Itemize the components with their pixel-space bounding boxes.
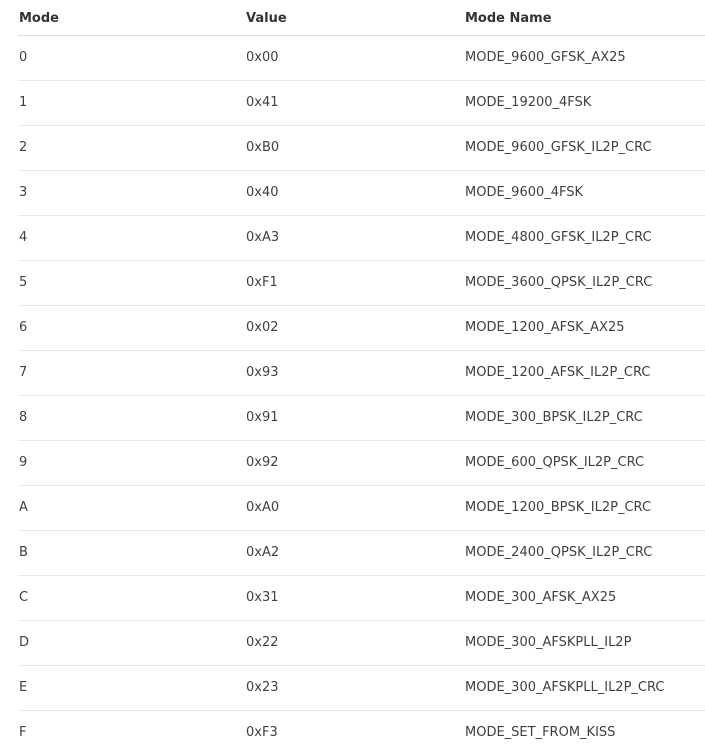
table-row: [18, 305, 705, 350]
cell-mode: 2: [18, 125, 245, 170]
cell-mode: 9: [18, 440, 245, 485]
cell-mode-name: MODE_2400_QPSK_IL2P_CRC: [464, 530, 705, 575]
cell-value: 0xF3: [246, 725, 278, 741]
table-row: [18, 710, 705, 755]
cell-value: 0xA0: [245, 485, 464, 530]
cell-value: 0x31: [245, 575, 464, 620]
header-mode: Mode: [18, 0, 245, 35]
table-row: [18, 485, 705, 530]
cell-value: 0x91: [245, 395, 464, 440]
cell-value: 0x23: [245, 665, 464, 710]
cell-mode-name: MODE_300_AFSK_AX25: [464, 575, 705, 620]
table-row: [18, 125, 705, 170]
mode-table-container: [18, 0, 705, 755]
cell-mode-name: MODE_4800_GFSK_IL2P_CRC: [464, 215, 705, 260]
cell-mode: 1: [18, 80, 245, 125]
cell-value: 0xA2: [245, 530, 464, 575]
cell-mode: D: [18, 620, 245, 665]
cell-mode-name: MODE_600_QPSK_IL2P_CRC: [464, 440, 705, 485]
table-row: [18, 215, 705, 260]
cell-mode: C: [18, 575, 245, 620]
cell-mode: 0: [18, 35, 245, 80]
cell-mode-name: MODE_300_BPSK_IL2P_CRC: [464, 395, 705, 440]
cell-value: 0xB0: [245, 125, 464, 170]
table-row: [18, 260, 705, 305]
cell-value: 0x92: [245, 440, 464, 485]
table-row: [18, 170, 705, 215]
table-row: [18, 440, 705, 485]
cell-value: 0x02: [245, 305, 464, 350]
cell-mode-name: MODE_1200_AFSK_AX25: [464, 305, 705, 350]
cell-mode: 5: [18, 260, 245, 305]
cell-mode: F: [19, 725, 27, 741]
table-row: [18, 350, 705, 395]
cell-value: 0x93: [245, 350, 464, 395]
cell-mode-name: MODE_9600_4FSK: [464, 170, 705, 215]
cell-mode: 3: [18, 170, 245, 215]
cell-mode: 6: [18, 305, 245, 350]
header-row: [18, 0, 705, 35]
cell-mode-name: MODE_300_AFSKPLL_IL2P_CRC: [464, 665, 705, 710]
cell-mode-name: MODE_1200_AFSK_IL2P_CRC: [464, 350, 705, 395]
table-row: [18, 35, 705, 80]
table-body: [18, 35, 705, 755]
cell-mode-name: MODE_3600_QPSK_IL2P_CRC: [464, 260, 705, 305]
table-row: [18, 575, 705, 620]
cell-mode-name: MODE_19200_4FSK: [464, 80, 705, 125]
cell-mode-name: MODE_SET_FROM_KISS: [465, 725, 616, 741]
cell-value: 0xA3: [245, 215, 464, 260]
cell-mode-name: MODE_9600_GFSK_IL2P_CRC: [464, 125, 705, 170]
table-row: [18, 530, 705, 575]
cell-mode-name: MODE_9600_GFSK_AX25: [464, 35, 705, 80]
table-row: [18, 620, 705, 665]
cell-value: 0x40: [245, 170, 464, 215]
cell-value: 0xF1: [245, 260, 464, 305]
cell-mode: 7: [18, 350, 245, 395]
table-row: [18, 395, 705, 440]
cell-mode-name: MODE_300_AFSKPLL_IL2P: [464, 620, 705, 665]
cell-mode: 8: [18, 395, 245, 440]
cell-mode-name: MODE_1200_BPSK_IL2P_CRC: [464, 485, 705, 530]
header-mode-name: Mode Name: [464, 0, 705, 35]
table-row: [18, 80, 705, 125]
cell-mode: 4: [18, 215, 245, 260]
cell-value: 0x41: [245, 80, 464, 125]
header-value: Value: [245, 0, 464, 35]
cell-value: 0x00: [245, 35, 464, 80]
mode-table: [18, 0, 705, 755]
table-header: [18, 0, 705, 35]
cell-mode: E: [18, 665, 245, 710]
cell-value: 0x22: [245, 620, 464, 665]
cell-mode: A: [18, 485, 245, 530]
cell-mode: B: [18, 530, 245, 575]
table-row: [18, 665, 705, 710]
